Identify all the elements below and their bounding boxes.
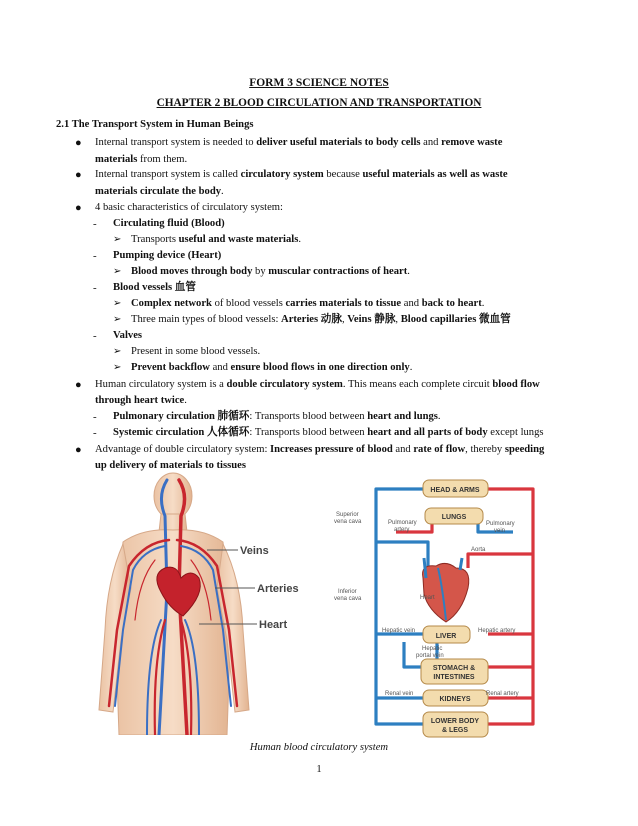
- box-liver-label: LIVER: [435, 633, 457, 640]
- label-pulm-artery-1: Pulmonary: [388, 520, 417, 526]
- label-pulm-vein-2: vein: [494, 528, 506, 534]
- chapter-title: CHAPTER 2 BLOOD CIRCULATION AND TRANSPORTATION: [156, 97, 482, 109]
- bullet-3-text: 4 basic characteristics of circulatory system:: [95, 202, 283, 213]
- doc-title: FORM 3 SCIENCE NOTES: [249, 77, 389, 89]
- label-portal-1: Hepatic: [422, 646, 443, 652]
- box-lungs-label: LUNGS: [441, 514, 467, 521]
- label-veins: Veins: [240, 545, 269, 557]
- bullet-dot: ●: [75, 169, 82, 181]
- bullet-dot: ●: [75, 379, 82, 391]
- bullet-dot: ●: [75, 444, 82, 456]
- bullet-4-line-1: Human circulatory system is a double circulatory system. This means each complete circuit blood flow: [95, 379, 540, 390]
- bullet-dot: ●: [75, 137, 82, 149]
- dash-marker: -: [93, 218, 97, 230]
- box-lower-label-2: & LEGS: [441, 727, 469, 734]
- bullet-dot: ●: [75, 202, 82, 214]
- char-4-point-1: Present in some blood vessels.: [131, 346, 261, 357]
- dash-marker: -: [93, 250, 97, 262]
- label-arteries: Arteries: [257, 583, 299, 595]
- bullet-5-line-2: up delivery of materials to tissues: [95, 460, 246, 471]
- circulation-diagram: [328, 472, 548, 738]
- bullet-5-line-1: Advantage of double circulatory system: Increases pressure of blood and rate of flow, thereby speeding: [95, 444, 545, 455]
- char-4-label: Valves: [113, 330, 143, 341]
- dash-marker: -: [93, 411, 97, 423]
- box-lower-label-1: LOWER BODY: [430, 718, 480, 725]
- bullet-1-line-2: materials from them.: [95, 154, 188, 165]
- label-pulm-vein-1: Pulmonary: [486, 521, 515, 527]
- human-body-illustration: [95, 470, 317, 735]
- label-hepatic-vein: Hepatic vein: [382, 628, 416, 634]
- arrow-bullet-icon: ➢: [113, 234, 122, 245]
- label-heart-diagram: Heart: [420, 595, 435, 601]
- box-stomach-label-1: STOMACH &: [432, 665, 476, 672]
- label-inferior-2: vena cava: [334, 596, 362, 602]
- bullet-2-line-1: Internal transport system is called circulatory system because useful materials as well as waste: [95, 169, 508, 180]
- arrow-bullet-icon: ➢: [113, 298, 122, 309]
- arrow-bullet-icon: ➢: [113, 346, 122, 357]
- section-heading: 2.1 The Transport System in Human Beings: [56, 119, 254, 130]
- dash-marker: -: [93, 330, 97, 342]
- figure-caption: Human blood circulatory system: [249, 742, 389, 753]
- char-3-point-2: Three main types of blood vessels: Arteries 动脉, Veins 静脉, Blood capillaries 微血管: [131, 314, 511, 325]
- label-heart: Heart: [259, 619, 288, 631]
- char-1-point-1: Transports useful and waste materials.: [131, 234, 302, 245]
- label-portal-2: portal vein: [416, 653, 444, 659]
- arrow-bullet-icon: ➢: [113, 314, 122, 325]
- label-hepatic-artery: Hepatic artery: [478, 628, 516, 634]
- bullet-1-line-1: Internal transport system is needed to deliver useful materials to body cells and remove waste: [95, 137, 503, 148]
- label-superior-2: vena cava: [334, 519, 362, 525]
- label-inferior-1: Inferior: [338, 589, 357, 595]
- dash-marker: -: [93, 427, 97, 439]
- label-aorta: Aorta: [471, 547, 486, 553]
- pulmonary-line: Pulmonary circulation 肺循环: Transports blood between heart and lungs.: [113, 411, 441, 422]
- char-3-label: Blood vessels 血管: [113, 282, 196, 293]
- box-head-arms-label: HEAD & ARMS: [430, 487, 480, 494]
- char-2-label: Pumping device (Heart): [113, 250, 222, 261]
- box-stomach-label-2: INTESTINES: [433, 674, 475, 681]
- label-renal-artery: Renal artery: [486, 691, 519, 697]
- label-renal-vein: Renal vein: [385, 691, 414, 697]
- arrow-bullet-icon: ➢: [113, 266, 122, 277]
- dash-marker: -: [93, 282, 97, 294]
- char-2-point-1: Blood moves through body by muscular contractions of heart.: [131, 266, 410, 277]
- char-3-point-1: Complex network of blood vessels carries materials to tissue and back to heart.: [131, 298, 485, 309]
- bullet-4-line-2: through heart twice.: [95, 395, 187, 406]
- label-superior-1: Superior: [336, 512, 359, 518]
- label-pulm-artery-2: artery: [394, 527, 410, 533]
- arrow-bullet-icon: ➢: [113, 362, 122, 373]
- bullet-2-line-2: materials circulate the body.: [95, 186, 224, 197]
- char-4-point-2: Prevent backflow and ensure blood flows in one direction only.: [131, 362, 413, 373]
- char-1-label: Circulating fluid (Blood): [113, 218, 225, 229]
- box-kidneys-label: KIDNEYS: [439, 696, 471, 703]
- systemic-line: Systemic circulation 人体循环: Transports blood between heart and all parts of body except lungs: [113, 427, 544, 438]
- page-number: 1: [316, 764, 322, 775]
